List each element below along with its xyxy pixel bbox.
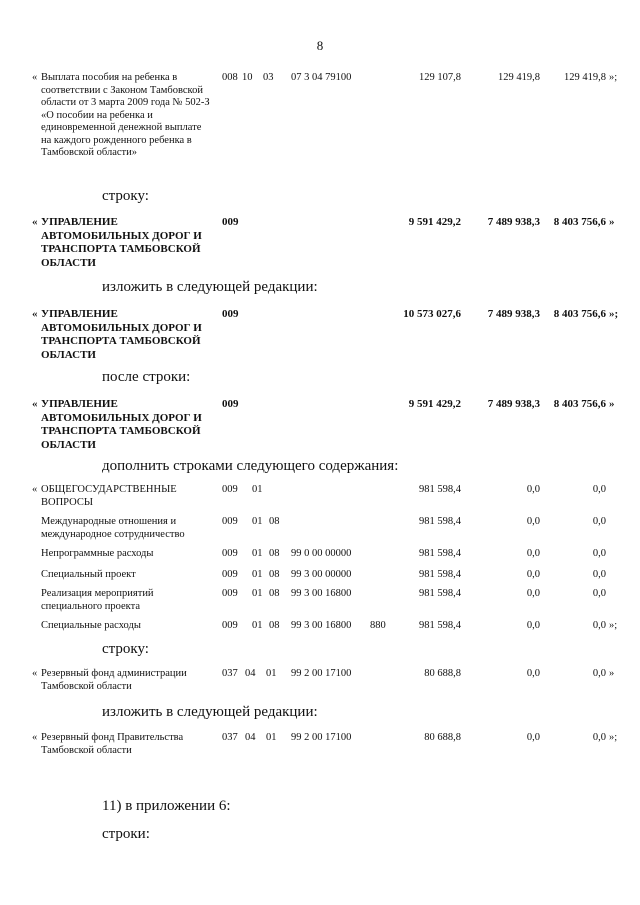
value-1: 9 591 429,2 bbox=[408, 398, 461, 410]
pr-code: 01 bbox=[266, 732, 277, 743]
value-3: 129 419,8 bbox=[564, 72, 606, 83]
value-2: 7 489 938,3 bbox=[487, 216, 540, 228]
paragraph: дополнить строками следующего содержания: bbox=[102, 458, 399, 474]
close-quote: »; bbox=[609, 308, 619, 320]
open-quote: « bbox=[32, 668, 38, 679]
row-name: Непрограммные расходы bbox=[41, 548, 154, 559]
pr-code: 08 bbox=[269, 569, 280, 580]
csr-code: 99 0 00 00000 bbox=[291, 548, 352, 559]
pr-code: 03 bbox=[263, 72, 274, 83]
rz-code: 04 bbox=[245, 668, 256, 679]
value-2: 0,0 bbox=[526, 732, 540, 743]
row-name: Реализация мероприятий специального проекта bbox=[41, 588, 154, 612]
csr-code: 07 3 04 79100 bbox=[291, 72, 352, 83]
row-name: УПРАВЛЕНИЕ АВТОМОБИЛЬНЫХ ДОРОГ И ТРАНСПОРТА ТАМБОВСКОЙ ОБЛАСТИ bbox=[41, 216, 202, 269]
value-1: 9 591 429,2 bbox=[408, 216, 461, 228]
pr-code: 08 bbox=[269, 588, 280, 599]
value-3: 0,0 bbox=[592, 569, 606, 580]
value-2: 129 419,8 bbox=[498, 72, 540, 83]
value-1: 981 598,4 bbox=[419, 516, 461, 527]
ved-code: 009 bbox=[222, 620, 238, 631]
value-3: 0,0 bbox=[592, 484, 606, 495]
value-3: 0,0 bbox=[592, 668, 606, 679]
value-1: 981 598,4 bbox=[419, 569, 461, 580]
value-3: 0,0 bbox=[592, 732, 606, 743]
open-quote: « bbox=[32, 484, 38, 495]
paragraph: 11) в приложении 6: bbox=[102, 798, 231, 814]
csr-code: 99 2 00 17100 bbox=[291, 668, 352, 679]
rz-code: 10 bbox=[242, 72, 253, 83]
rz-code: 01 bbox=[252, 620, 263, 631]
pr-code: 08 bbox=[269, 548, 280, 559]
row-name: ОБЩЕГОСУДАРСТВЕННЫЕ ВОПРОСЫ bbox=[41, 484, 177, 508]
ved-code: 009 bbox=[222, 588, 238, 599]
rz-code: 01 bbox=[252, 516, 263, 527]
open-quote: « bbox=[32, 398, 38, 410]
csr-code: 99 3 00 00000 bbox=[291, 569, 352, 580]
row-name: Международные отношения и международное сотрудничество bbox=[41, 516, 185, 540]
row-name: Специальный проект bbox=[41, 569, 136, 580]
rz-code: 01 bbox=[252, 588, 263, 599]
close-quote: »; bbox=[609, 620, 618, 631]
ved-code: 037 bbox=[222, 732, 238, 743]
value-1: 981 598,4 bbox=[419, 620, 461, 631]
open-quote: « bbox=[32, 308, 38, 320]
csr-code: 99 3 00 16800 bbox=[291, 588, 352, 599]
row-name: Специальные расходы bbox=[41, 620, 141, 631]
paragraph: строки: bbox=[102, 826, 150, 842]
paragraph: после строки: bbox=[102, 369, 191, 385]
vr-code: 880 bbox=[370, 620, 386, 631]
value-2: 0,0 bbox=[526, 548, 540, 559]
rz-code: 01 bbox=[252, 548, 263, 559]
ved-code: 009 bbox=[222, 216, 239, 228]
value-2: 0,0 bbox=[526, 569, 540, 580]
csr-code: 99 3 00 16800 bbox=[291, 620, 352, 631]
value-2: 0,0 bbox=[526, 516, 540, 527]
paragraph: строку: bbox=[102, 641, 149, 657]
value-1: 981 598,4 bbox=[419, 484, 461, 495]
open-quote: « bbox=[32, 732, 38, 743]
pr-code: 08 bbox=[269, 620, 280, 631]
paragraph: строку: bbox=[102, 188, 149, 204]
ved-code: 009 bbox=[222, 569, 238, 580]
ved-code: 009 bbox=[222, 516, 238, 527]
row-name: Выплата пособия на ребенка в соответствии с Законом Тамбовской области от 3 марта 2009 года № 502-З «О пособии на ребенка и единовременной денежной выплате на каждого рожденного ребенка в Тамбовской области» bbox=[41, 72, 210, 158]
row-name: Резервный фонд администрации Тамбовской области bbox=[41, 668, 187, 692]
close-quote: »; bbox=[609, 732, 618, 743]
value-1: 981 598,4 bbox=[419, 548, 461, 559]
page-number: 8 bbox=[316, 38, 324, 53]
open-quote: « bbox=[32, 72, 38, 83]
value-3: 0,0 bbox=[592, 516, 606, 527]
rz-code: 01 bbox=[252, 569, 263, 580]
pr-code: 08 bbox=[269, 516, 280, 527]
close-quote: » bbox=[609, 668, 615, 679]
rz-code: 01 bbox=[252, 484, 263, 495]
ved-code: 008 bbox=[222, 72, 238, 83]
value-2: 7 489 938,3 bbox=[487, 398, 540, 410]
row-name: Резервный фонд Правительства Тамбовской области bbox=[41, 732, 184, 756]
value-2: 7 489 938,3 bbox=[487, 308, 540, 320]
value-1: 80 688,8 bbox=[424, 668, 461, 679]
row-name: УПРАВЛЕНИЕ АВТОМОБИЛЬНЫХ ДОРОГ И ТРАНСПОРТА ТАМБОВСКОЙ ОБЛАСТИ bbox=[41, 398, 202, 451]
open-quote: « bbox=[32, 216, 38, 228]
value-3: 0,0 bbox=[592, 620, 606, 631]
ved-code: 009 bbox=[222, 308, 239, 320]
value-1: 80 688,8 bbox=[424, 732, 461, 743]
pr-code: 01 bbox=[266, 668, 277, 679]
value-1: 981 598,4 bbox=[419, 588, 461, 599]
value-3: 8 403 756,6 bbox=[553, 398, 606, 410]
value-2: 0,0 bbox=[526, 620, 540, 631]
ved-code: 009 bbox=[222, 548, 238, 559]
value-3: 0,0 bbox=[592, 588, 606, 599]
ved-code: 037 bbox=[222, 668, 238, 679]
value-2: 0,0 bbox=[526, 668, 540, 679]
ved-code: 009 bbox=[222, 398, 239, 410]
value-1: 10 573 027,6 bbox=[403, 308, 461, 320]
close-quote: » bbox=[609, 398, 615, 410]
ved-code: 009 bbox=[222, 484, 238, 495]
value-2: 0,0 bbox=[526, 484, 540, 495]
rz-code: 04 bbox=[245, 732, 256, 743]
value-3: 8 403 756,6 bbox=[553, 216, 606, 228]
value-2: 0,0 bbox=[526, 588, 540, 599]
row-name: УПРАВЛЕНИЕ АВТОМОБИЛЬНЫХ ДОРОГ И ТРАНСПОРТА ТАМБОВСКОЙ ОБЛАСТИ bbox=[41, 308, 202, 361]
paragraph: изложить в следующей редакции: bbox=[102, 704, 318, 720]
close-quote: »; bbox=[609, 72, 618, 83]
paragraph: изложить в следующей редакции: bbox=[102, 279, 318, 295]
value-1: 129 107,8 bbox=[419, 72, 461, 83]
close-quote: » bbox=[609, 216, 615, 228]
csr-code: 99 2 00 17100 bbox=[291, 732, 352, 743]
value-3: 0,0 bbox=[592, 548, 606, 559]
value-3: 8 403 756,6 bbox=[553, 308, 606, 320]
